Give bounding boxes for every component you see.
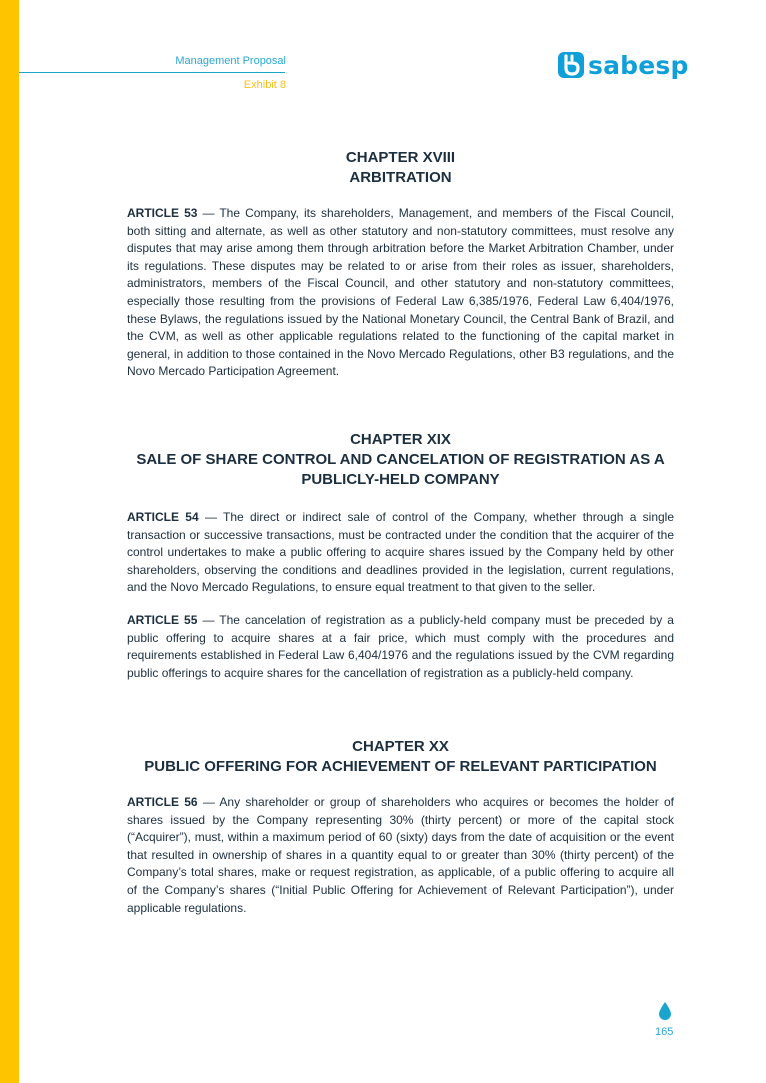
article-text: — The Company, its shareholders, Management, and members of the Fiscal Council, both sitting and alternate, as well as other statutory and non-statutory committees, must resolve any disputes that may arise among them through arbitration before the Market Arbitration Chamber, under its regulations. These disputes may be related to or arise from their roles as issuer, shareholders, administrators, members of the Fiscal Council, and other statutory and non-statutory committees, especially those resulting from the provisions of Federal Law 6,385/1976, Federal Law 6,404/1976, these Bylaws, the regulations issued by the National Monetary Council, the Central Bank of Brazil, and the CVM, as well as other applicable regulations related to the functioning of the capital market in general, in addition to those contained in the Novo Mercado Regulations, other B3 regulations, and the Novo Mercado Participation Agreement. [127, 206, 674, 379]
document-title: Management Proposal [175, 55, 286, 67]
article-paragraph [127, 205, 674, 381]
chapter-title-line: ARBITRATION [349, 169, 452, 186]
sabesp-logo [558, 51, 689, 79]
article-paragraph [127, 794, 674, 917]
chapter-title-line: PUBLICLY-HELD COMPANY [301, 471, 500, 488]
chapter-title-line: PUBLIC OFFERING FOR ACHIEVEMENT OF RELEVANT PARTICIPATION [144, 758, 657, 775]
article-label: ARTICLE 54 [127, 510, 199, 524]
chapter-number: CHAPTER XX [352, 738, 449, 755]
chapter-number: CHAPTER XIX [350, 431, 451, 448]
chapter-heading [127, 148, 674, 188]
article-paragraph [127, 509, 674, 597]
chapter-title-line: SALE OF SHARE CONTROL AND CANCELATION OF REGISTRATION AS A [136, 451, 665, 468]
sabesp-logo-icon [558, 51, 584, 79]
sabesp-logo-text: sabesp [588, 50, 689, 80]
side-accent-bar [0, 0, 19, 1083]
article-label: ARTICLE 53 [127, 206, 198, 220]
chapter-number: CHAPTER XVIII [345, 149, 456, 166]
page-number: 165 [655, 1026, 674, 1038]
article-text: — The cancelation of registration as a publicly-held company must be preceded by a public offering to acquire shares at a fair price, which must comply with the procedures and requirements established in Federal Law 6,404/1976 and the regulations issued by the CVM regarding public offerings to acquire shares for the cancellation of registration as a publicly-held company. [127, 613, 674, 680]
article-text: — The direct or indirect sale of control of the Company, whether through a single transaction or successive transactions, must be contracted under the condition that the acquirer of the control undertakes to make a public offering to acquire shares issued by the Company held by other shareholders, observing the conditions and deadlines provided in the legislation, current regulations, and the Novo Mercado Regulations, to ensure equal treatment to that given to the seller. [127, 510, 675, 595]
article-text: — Any shareholder or group of shareholders who acquires or becomes the holder of shares issued by the Company representing 30% (thirty percent) or more of the capital stock (“Acquirer”), must, within a maximum period of 60 (sixty) days from the date of acquisition or the event that resulted in ownership of shares in a quantity equal to or greater than 30% (thirty percent) of the Company’s total shares, make or request registration, as applicable, of a public offering to acquire all of the Company’s shares (“Initial Public Offering for Achievement of Relevant Participation”), under applicable regulations. [127, 795, 674, 915]
water-drop-icon [659, 1002, 671, 1020]
article-label: ARTICLE 55 [127, 613, 198, 627]
article-label: ARTICLE 56 [127, 795, 198, 809]
header-rule [19, 72, 285, 73]
chapter-heading [127, 737, 674, 777]
article-paragraph [127, 612, 674, 682]
exhibit-label: Exhibit 8 [243, 79, 286, 91]
chapter-heading [127, 430, 674, 490]
